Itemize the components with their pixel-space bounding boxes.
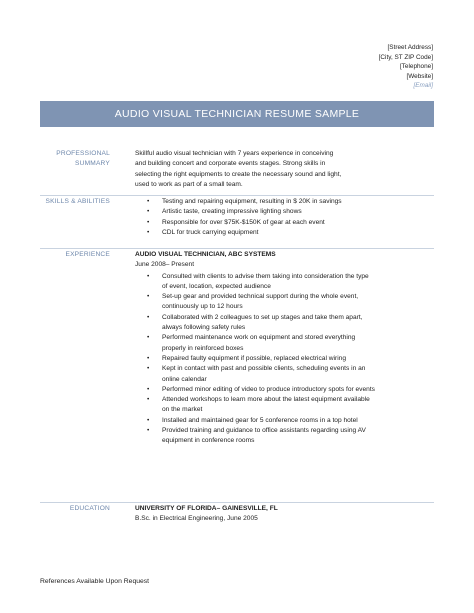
job-dates: June 2008– Present bbox=[135, 261, 195, 269]
street-address: [Street Address] bbox=[387, 44, 433, 51]
school-name: UNIVERSITY OF FLORIDA– GAINESVILLE, FL bbox=[135, 505, 278, 512]
list-item: • Kept in contact with past and possible clients, scheduling events in an online calendar bbox=[135, 364, 375, 385]
divider bbox=[40, 502, 434, 503]
summary-text: Skillful audio visual technician with 7 years experience in conceiving and building concert and corporate events stages. Strong skills in selecting the right equipments to create the necessary sound and light, used to work as part of a small team. bbox=[135, 150, 342, 188]
section-label-education: EDUCATION bbox=[69, 505, 110, 512]
section-label-experience: EXPERIENCE bbox=[65, 251, 110, 258]
list-item: • Consulted with clients to advise them taking into consideration the type of event, location, expected audience bbox=[135, 272, 375, 293]
email: [Email] bbox=[413, 82, 433, 90]
list-item: • Testing and repairing equipment, resulting in $ 20K in savings bbox=[135, 197, 375, 207]
contact-block bbox=[379, 43, 433, 91]
telephone: [Telephone] bbox=[399, 63, 433, 71]
list-item: • Artistic taste, creating impressive lighting shows bbox=[135, 207, 375, 217]
divider bbox=[40, 195, 434, 196]
degree: B.Sc. in Electrical Engineering, June 2005 bbox=[135, 515, 258, 523]
list-item: • Repaired faulty equipment if possible, replaced electrical wiring bbox=[135, 354, 375, 364]
city-state-zip: [City, ST ZIP Code] bbox=[378, 53, 433, 61]
resume-title-banner bbox=[40, 101, 434, 127]
resume-title: AUDIO VISUAL TECHNICIAN RESUME SAMPLE bbox=[114, 108, 360, 120]
list-item: • Performed minor editing of video to produce introductory spots for events bbox=[135, 385, 375, 395]
list-item: • Set-up gear and provided technical support during the whole event, continuously up to 12 hours bbox=[135, 292, 375, 313]
divider bbox=[40, 248, 434, 249]
list-item: • Collaborated with 2 colleagues to set up stages and take them apart, always following safety rules bbox=[135, 313, 375, 334]
list-item: • Performed maintenance work on equipment and stored everything properly in reinforced boxes bbox=[135, 333, 375, 354]
list-item: • CDL for truck carrying equipment bbox=[135, 228, 375, 238]
education-block bbox=[135, 504, 375, 525]
list-item: • Attended workshops to learn more about the latest equipment available on the market bbox=[135, 395, 375, 416]
skills-list bbox=[135, 197, 375, 238]
experience-block bbox=[135, 250, 375, 447]
list-item: • Installed and maintained gear for 5 conference rooms in a top hotel bbox=[135, 416, 375, 426]
list-item: • Responsible for over $75K-$150K of gear at each event bbox=[135, 218, 375, 228]
list-item: • Provided training and guidance to office assistants regarding using AV equipment in conference rooms bbox=[135, 426, 375, 447]
section-label-summary: PROFESSIONAL SUMMARY bbox=[56, 150, 110, 168]
section-label-skills: SKILLS & ABILITIES bbox=[45, 198, 110, 205]
job-title: AUDIO VISUAL TECHNICIAN, ABC SYSTEMS bbox=[135, 251, 276, 258]
references-note: References Available Upon Request bbox=[40, 578, 150, 585]
website: [Website] bbox=[406, 72, 433, 80]
